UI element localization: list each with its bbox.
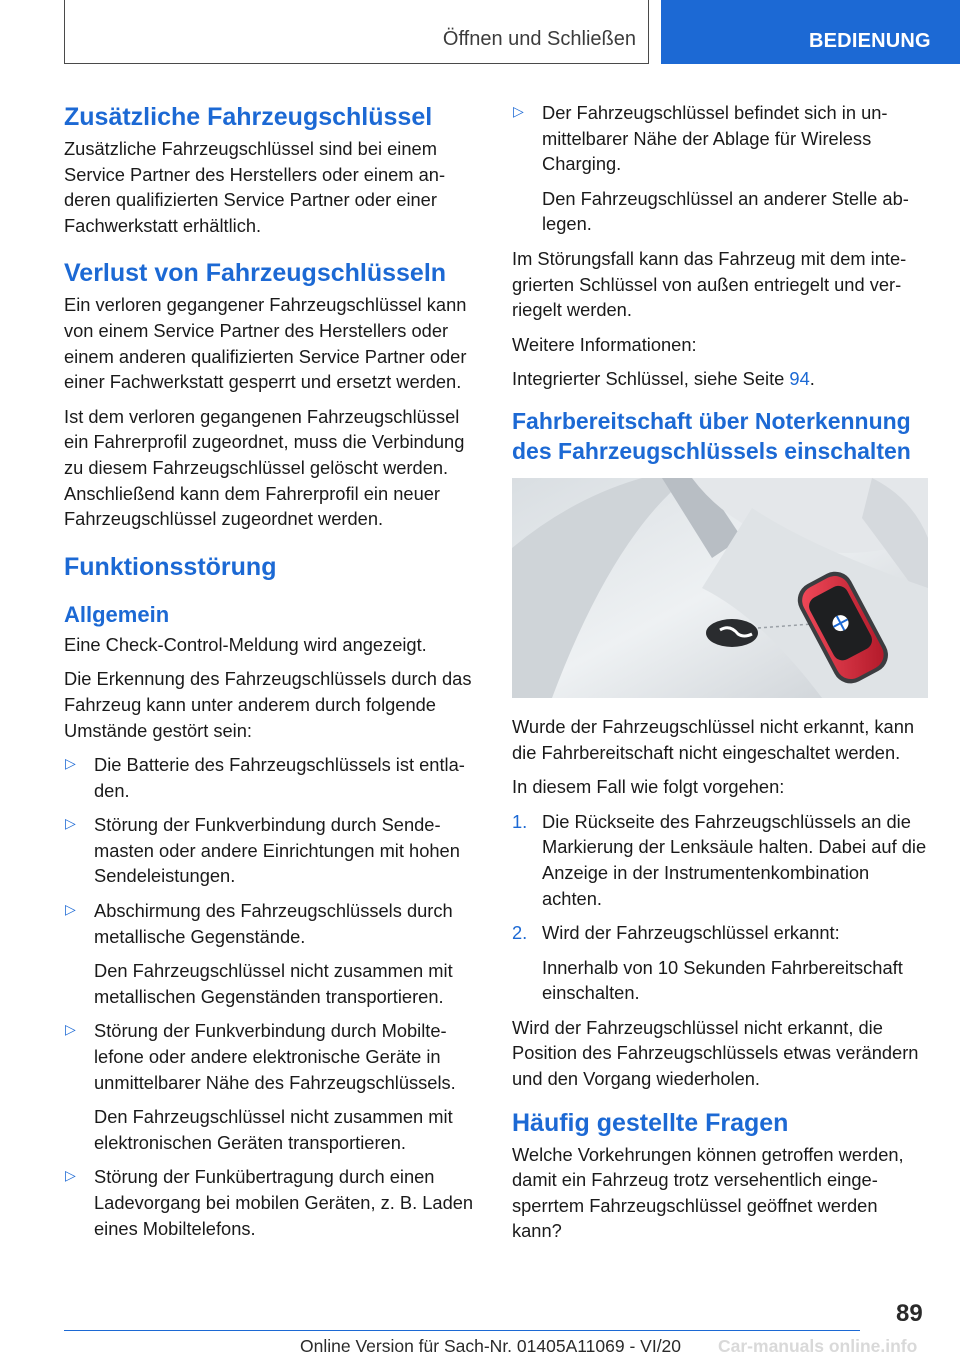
list-item (64, 1018, 478, 1155)
bullet-list (512, 100, 930, 237)
list-item-text: Der Fahrzeugschlüssel befindet sich in unmittelbarer Nähe der Ablage für Wireless Charging. (542, 102, 888, 175)
list-item-text: Abschirmung des Fahrzeugschlüssels durch metallische Gegenstände. (94, 900, 453, 947)
paragraph-crossref (512, 366, 930, 392)
list-item-text: Störung der Funkübertragung durch einen Ladevorgang bei mobilen Geräten, z. B. Laden eines Mobiltelefons. (94, 1166, 474, 1239)
paragraph: Weitere Informationen: (512, 333, 697, 355)
crossref-end: . (809, 368, 815, 390)
paragraph: Ist dem verloren gegangenen Fahrzeugschlüssel ein Fahrerprofil zugeordnet, muss die Verbindung zu diesem Fahrzeugschlüssel gelöscht werden. Anschließend kann dem Fahrerprofil ein neuer Fahrzeugschlüssel zugeordnet werden. (64, 405, 465, 530)
heading-malfunction: Funktionsstörung (64, 552, 277, 581)
list-item-text: Die Batterie des Fahrzeugschlüssels ist entladen. (94, 754, 465, 801)
list-item-subtext: Den Fahrzeugschlüssel an anderer Stelle ablegen. (542, 187, 909, 235)
list-item-text: Störung der Funkverbindung durch Mobiltelefone oder andere elektronische Geräte in unmittelbarer Nähe des Fahrzeugschlüssels. (94, 1020, 456, 1093)
paragraph: Die Erkennung des Fahrzeugschlüssels durch das Fahrzeug kann unter anderem durch folgende Umstände gestört sein: (64, 668, 472, 741)
page-link[interactable]: 94 (789, 368, 810, 390)
triangle-bullet-icon: ▷ (65, 1021, 76, 1038)
list-item (512, 809, 930, 911)
triangle-bullet-icon: ▷ (65, 1167, 76, 1184)
chapter-tab: BEDIENUNG (661, 0, 960, 64)
heading-lost-keys: Verlust von Fahrzeugschlüsseln (64, 259, 447, 288)
paragraph: Wurde der Fahrzeugschlüssel nicht erkannt, kann die Fahrbereitschaft nicht eingeschaltet werden. (512, 715, 915, 763)
paragraph: Wird der Fahrzeugschlüssel nicht erkannt, die Position des Fahrzeugschlüssels etwas verändern und den Vorgang wiederholen. (512, 1016, 919, 1090)
bullet-list (64, 752, 478, 1241)
heading-additional-keys: Zusätzliche Fahrzeugschlüssel (64, 103, 433, 131)
list-item-text: Störung der Funkverbindung durch Sendemasten oder andere Einrichtungen mit hohen Sendeleistungen. (94, 814, 460, 887)
list-item-subtext: Den Fahrzeugschlüssel nicht zusammen mit metallischen Gegenständen transportieren. (94, 960, 453, 1007)
steering-column-key-image (512, 478, 928, 698)
heading-faq: Häufig gestellte Fragen (512, 1108, 789, 1137)
header-section-box (64, 0, 649, 64)
triangle-bullet-icon: ▷ (513, 103, 524, 119)
triangle-bullet-icon: ▷ (65, 815, 76, 832)
list-item-subtext: Den Fahrzeugschlüssel nicht zusammen mit elektronischen Geräten transportieren. (94, 1106, 453, 1153)
paragraph: Eine Check-Control-Meldung wird angezeigt. (64, 633, 427, 655)
paragraph: Welche Vorkehrungen können getroffen werden, damit ein Fahrzeug trotz versehentlich eingesperrtem Fahrzeugschlüssel geöffnet werden kann? (512, 1143, 904, 1242)
paragraph: Ein verloren gegangener Fahrzeugschlüssel kann von einem Service Partner des Herstellers oder einem anderen qualifizierten Service Partner oder einer Fachwerkstatt gesperrt und ersetzt werden. (64, 294, 467, 393)
subheading-general: Allgemein (64, 601, 170, 627)
step-number: 2. (512, 922, 528, 944)
left-column (64, 100, 478, 1250)
right-column (512, 100, 930, 1253)
illustration-steering-column-key (512, 478, 928, 698)
paragraph: Zusätzliche Fahrzeugschlüssel sind bei einem Service Partner des Herstellers oder einem anderen qualifizierten Service Partner oder einer Fachwerkstatt erhältlich. (64, 138, 446, 236)
list-item (64, 898, 478, 1009)
list-item (512, 920, 930, 1006)
footer-text: Online Version für Sach-Nr. 01405A11069 - VI/20 (300, 1336, 682, 1356)
list-item (64, 752, 478, 803)
crossref-text: Integrierter Schlüssel, siehe Seite (512, 368, 790, 390)
list-item (64, 1164, 478, 1241)
step-text: Wird der Fahrzeugschlüssel erkannt: (542, 922, 840, 944)
step-list (512, 809, 930, 1006)
paragraph: In diesem Fall wie folgt vorgehen: (512, 776, 785, 798)
footer-divider (64, 1330, 860, 1331)
section-title: Öffnen und Schließen (442, 28, 636, 50)
step-subtext: Innerhalb von 10 Sekunden Fahrbereitschaft einschalten. (542, 956, 903, 1004)
triangle-bullet-icon: ▷ (65, 901, 76, 918)
page-number: 89 (896, 1300, 923, 1327)
watermark-text: Car-manuals online.info (718, 1336, 918, 1356)
triangle-bullet-icon: ▷ (65, 755, 76, 772)
list-item (64, 812, 478, 889)
paragraph: Im Störungsfall kann das Fahrzeug mit dem integrierten Schlüssel von außen entriegelt und verriegelt werden. (512, 247, 907, 321)
heading-emergency-detection: Fahrbereitschaft über Noterkennung des Fahrzeugschlüssels einschalten (512, 407, 911, 464)
step-number: 1. (512, 810, 528, 832)
list-item (512, 100, 930, 237)
step-text: Die Rückseite des Fahrzeugschlüssels an die Markierung der Lenksäule halten. Dabei auf die Anzeige in der Instrumentenkombination achten. (542, 810, 927, 909)
